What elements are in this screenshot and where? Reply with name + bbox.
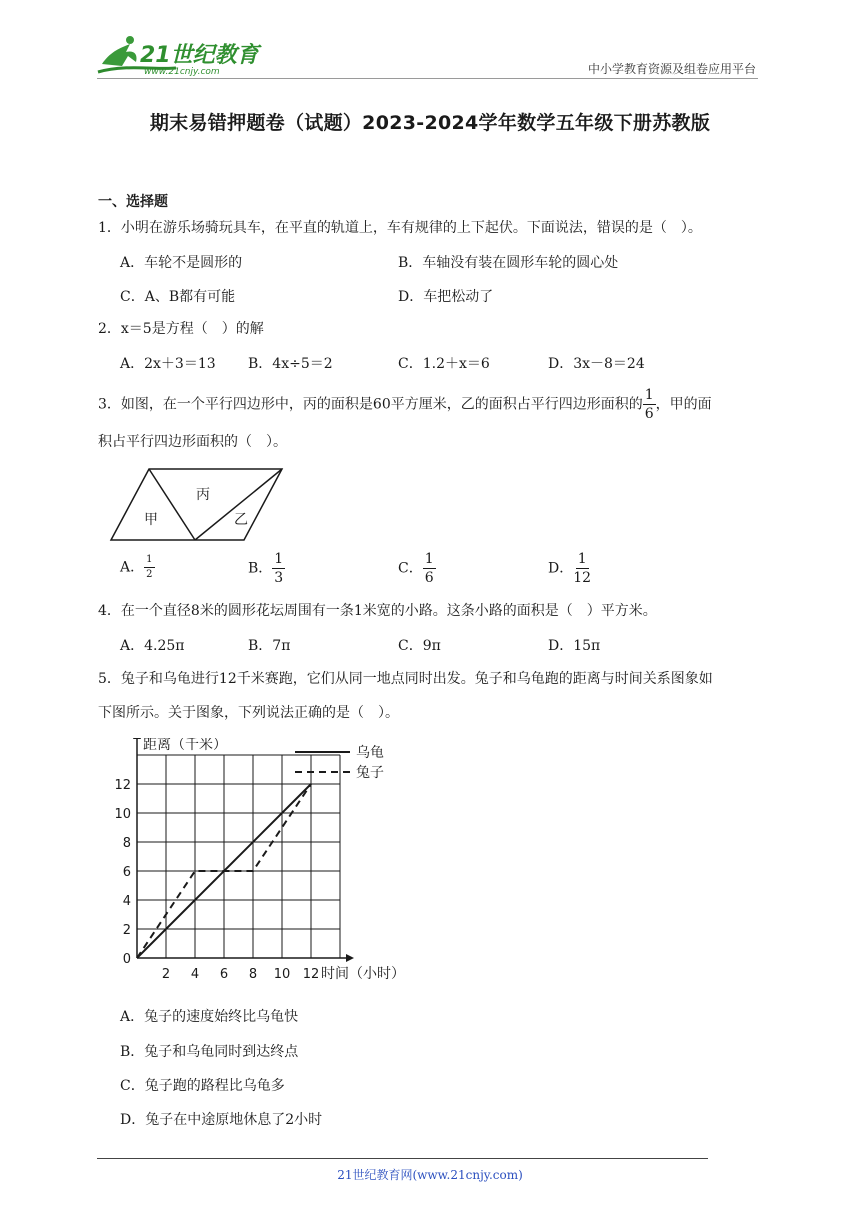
- header-divider: [97, 78, 758, 79]
- x-tick-label: 2: [161, 967, 171, 982]
- x-tick-label: 12: [302, 967, 320, 982]
- platform-name: 中小学教育资源及组卷应用平台: [587, 62, 756, 76]
- y-tick-label: 4: [122, 894, 131, 909]
- q2-option-c: C．1.2＋x＝6: [398, 356, 490, 372]
- q3-option-b: [248, 552, 285, 585]
- logo-text: 21世纪教育: [140, 43, 259, 68]
- site-logo: [96, 34, 266, 78]
- legend-label-1: 乌龟: [356, 745, 384, 761]
- region-yi-label: 乙: [234, 512, 248, 528]
- q1-option-a: A．车轮不是圆形的: [120, 255, 243, 271]
- fraction-denominator: 12: [573, 570, 592, 586]
- question-3-line-1: [98, 388, 712, 421]
- question-3-line-2: 积占平行四边形面积的（ ）。: [98, 434, 287, 450]
- q3-option-a-letter: A．: [120, 559, 145, 576]
- q3-option-c-fraction: [423, 552, 436, 585]
- q3-option-a: [120, 555, 155, 580]
- y-tick-label: 0: [122, 952, 131, 967]
- fraction-numerator: 1: [424, 551, 434, 567]
- race-line-chart: [112, 738, 422, 988]
- x-axis-title: 时间（小时）: [321, 966, 405, 982]
- question-5-line-1: 5．兔子和乌龟进行12千米赛跑，它们从同一地点同时出发。兔子和乌龟跑的距离与时间关系图象如: [98, 671, 713, 687]
- q4-option-d: D．15π: [548, 638, 601, 654]
- q4-option-c: C．9π: [398, 638, 441, 654]
- q1-option-d: D．车把松动了: [398, 289, 494, 305]
- q2-option-b: B．4x÷5＝2: [248, 356, 333, 372]
- q1-option-b: B．车轴没有装在圆形车轮的圆心处: [398, 255, 619, 271]
- logo-url: www.21cnjy.com: [144, 67, 220, 77]
- q3-option-d: [548, 552, 591, 585]
- q3-fraction-denominator: 6: [644, 406, 654, 422]
- q3-fraction: [643, 388, 656, 421]
- y-tick-label: 12: [114, 778, 131, 793]
- q2-option-a: A．2x＋3＝13: [120, 356, 216, 372]
- q2-option-d: D．3x－8＝24: [548, 356, 645, 372]
- section-heading: 一、选择题: [98, 194, 168, 210]
- q3-text-a: 3．如图，在一个平行四边形中，丙的面积是60平方厘米，乙的面积占平行四边形面积的: [98, 396, 643, 413]
- question-2-text: 2．x＝5是方程（ ）的解: [98, 321, 264, 337]
- q3-option-d-fraction: [573, 552, 591, 585]
- region-jia-label: 甲: [144, 512, 158, 528]
- x-tick-label: 6: [219, 967, 229, 982]
- q3-option-b-fraction: [272, 552, 285, 585]
- q3-text-b: ，甲的面: [655, 396, 712, 413]
- q3-option-c: [398, 552, 436, 585]
- question-1-text: 1．小明在游乐场骑玩具车，在平直的轨道上，车有规律的上下起伏。下面说法，错误的是（ ）。: [98, 220, 702, 236]
- y-axis-title: 距离（千米）: [143, 738, 227, 753]
- footer-divider: [97, 1158, 708, 1159]
- y-axis-arrow-icon: [133, 738, 141, 739]
- q5-option-a: A．兔子的速度始终比乌龟快: [120, 1009, 299, 1025]
- footer-text: 21世纪教育网(www.21cnjy.com): [337, 1168, 523, 1182]
- question-4-text: 4．在一个直径8米的圆形花坛周围有一条1米宽的小路。这条小路的面积是（ ）平方米。: [98, 603, 657, 619]
- fraction-numerator: 1: [144, 555, 154, 568]
- x-tick-label: 4: [190, 967, 200, 982]
- q4-option-a: A．4.25π: [120, 638, 185, 654]
- q3-fraction-numerator: 1: [644, 387, 654, 403]
- fraction-denominator: 3: [274, 570, 284, 586]
- fraction-numerator: 1: [274, 551, 284, 567]
- q4-option-b: B．7π: [248, 638, 291, 654]
- q3-option-a-fraction: [144, 555, 154, 580]
- x-tick-label: 10: [273, 967, 291, 982]
- q3-option-c-letter: C．: [398, 560, 423, 577]
- y-tick-label: 8: [122, 836, 131, 851]
- y-tick-label: 6: [122, 865, 131, 880]
- y-tick-label: 2: [122, 923, 131, 938]
- page-title: 期末易错押题卷（试题）2023-2024学年数学五年级下册苏教版: [149, 112, 711, 134]
- x-tick-label: 8: [248, 967, 258, 982]
- q5-option-c: C．兔子跑的路程比乌龟多: [120, 1078, 285, 1094]
- runner-logo-icon: [102, 44, 137, 66]
- q5-option-d: D．兔子在中途原地休息了2小时: [120, 1112, 323, 1128]
- q3-option-b-letter: B．: [248, 560, 273, 577]
- fraction-denominator: 6: [424, 570, 434, 586]
- parallelogram-figure: [108, 466, 288, 546]
- region-bing-label: 丙: [196, 487, 210, 503]
- legend-label-2: 兔子: [356, 765, 384, 781]
- fraction-numerator: 1: [577, 551, 587, 567]
- q1-option-c: C．A、B都有可能: [120, 289, 236, 305]
- y-tick-label: 10: [114, 807, 131, 822]
- question-5-line-2: 下图所示。关于图象，下列说法正确的是（ ）。: [98, 705, 399, 721]
- x-axis-arrow-icon: [346, 954, 354, 962]
- fraction-denominator: 2: [146, 569, 153, 580]
- q5-option-b: B．兔子和乌龟同时到达终点: [120, 1044, 299, 1060]
- q3-option-d-letter: D．: [548, 560, 574, 577]
